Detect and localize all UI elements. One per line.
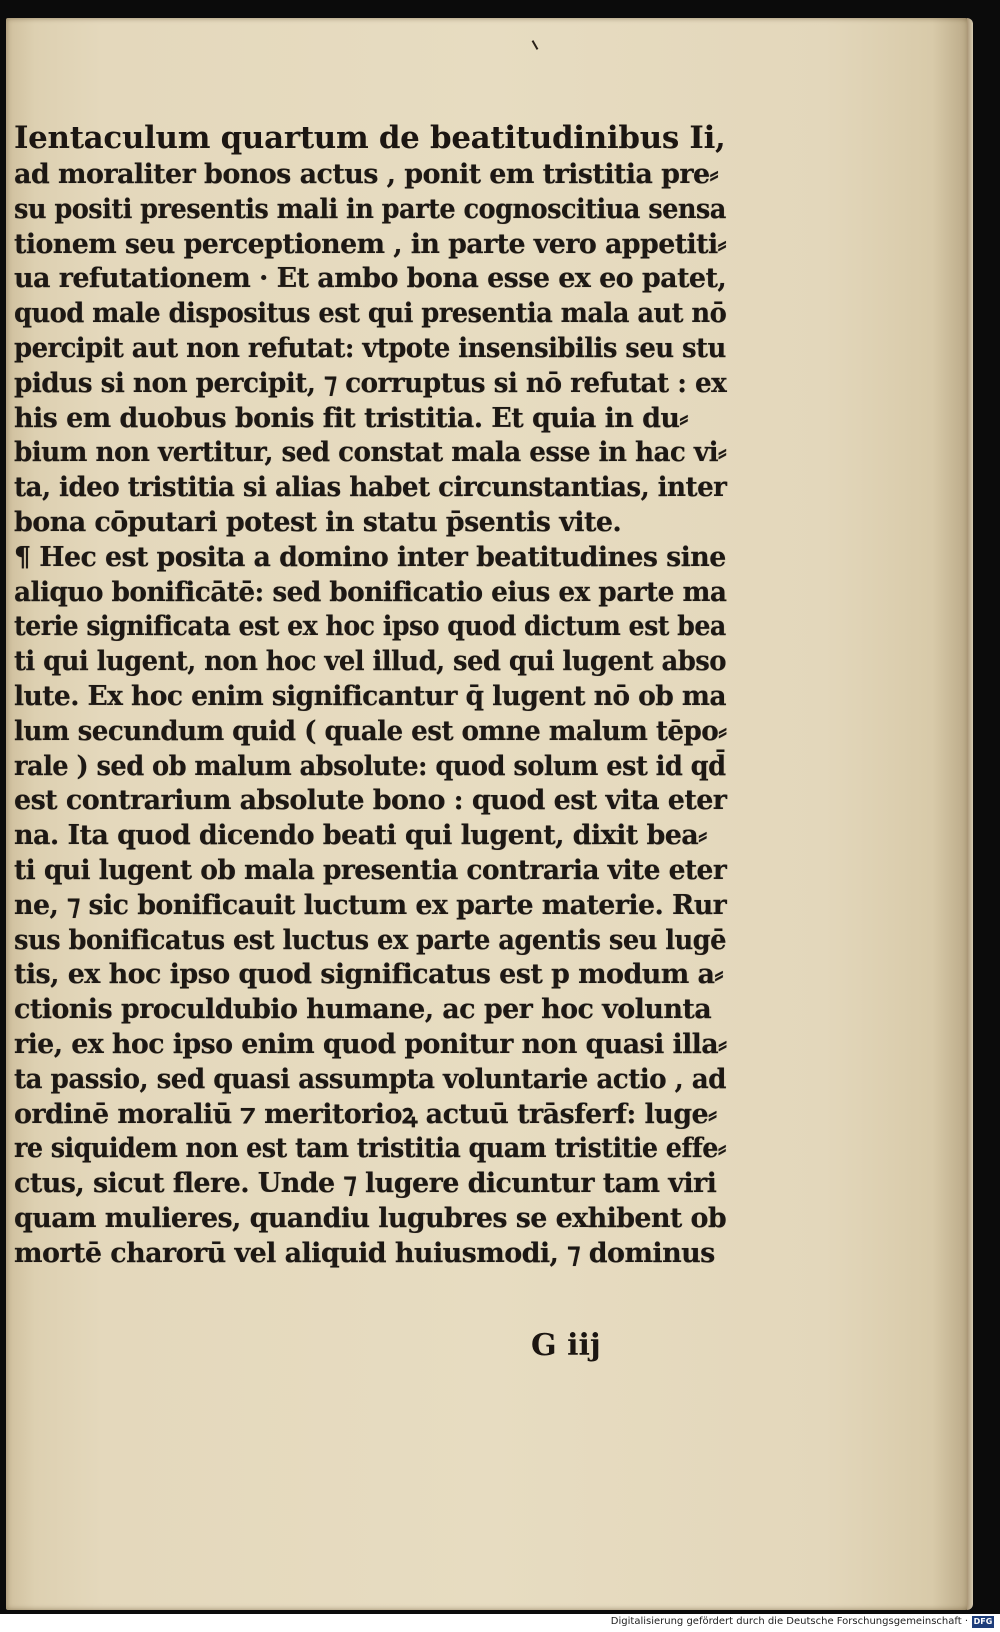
- page-edge: [967, 18, 973, 1610]
- text-line: ti qui lugent ob mala presentia contraria vite eter: [14, 854, 727, 886]
- text-line: terie significata est ex hoc ipso quod dictum est bea: [14, 611, 726, 643]
- footer-bar: [0, 1614, 1000, 1632]
- text-line: ad moraliter bonos actus , ponit em tristitia pre⸗: [14, 159, 718, 190]
- text-line: ctus, sicut flere. Unde ⁊ lugere dicuntur tam viri: [14, 1168, 717, 1200]
- text-line: pidus si non percipit, ⁊ corruptus si nō refutat : ex: [14, 367, 727, 399]
- text-line: bona cōputari potest in statu p̄sentis vite.: [14, 506, 622, 538]
- text-line: bium non vertitur, sed constat mala esse in hac vi⸗: [14, 437, 727, 469]
- footer-credit: Digitalisierung gefördert durch die Deutsche Forschungsgemeinschaft ·: [610, 1616, 968, 1627]
- text-line: ta, ideo tristitia si alias habet circunstantias, inter: [14, 472, 727, 504]
- text-block: [14, 118, 726, 1272]
- text-line: rie, ex hoc ipso enim quod ponitur non quasi illa⸗: [14, 1028, 727, 1060]
- text-line: aliquo bonificātē: sed bonificatio eius ex parte ma: [14, 576, 727, 608]
- text-line: quam mulieres, quandiu lugubres se exhibent ob: [14, 1202, 727, 1234]
- text-line: ordinē moraliū ⁊ meritorioꝝ actuū trāsferf: luge⸗: [14, 1098, 717, 1130]
- dfg-logo: DFG: [973, 1617, 993, 1626]
- text-line: percipit aut non refutat: vtpote insensibilis seu stu: [14, 332, 726, 364]
- text-line: quod male dispositus est qui presentia mala aut nō: [14, 298, 727, 330]
- text-line: ctionis proculdubio humane, ac per hoc volunta: [14, 994, 712, 1026]
- text-line: ne, ⁊ sic bonificauit luctum ex parte materie. Rur: [14, 889, 727, 921]
- text-line: su positi presentis mali in parte cognoscitiua sensa: [14, 193, 726, 225]
- text-line: tionem seu perceptionem , in parte vero appetiti⸗: [14, 228, 726, 260]
- text-line: mortē charorū vel aliquid huiusmodi, ⁊ dominus: [14, 1237, 715, 1269]
- text-line: ¶ Hec est posita a domino inter beatitudines sine: [14, 541, 726, 573]
- text-line: his em duobus bonis fit tristitia. Et quia in du⸗: [14, 402, 688, 434]
- text-line: sus bonificatus est luctus ex parte agentis seu lugē: [14, 924, 726, 956]
- ink-mark: [532, 40, 539, 50]
- text-line: ua refutationem · Et ambo bona esse ex eo patet,: [14, 263, 727, 295]
- text-line: re siquidem non est tam tristitia quam tristitie effe⸗: [14, 1133, 726, 1165]
- text-line: lum secundum quid ( quale est omne malum tēpo⸗: [14, 715, 727, 747]
- running-heading: Ientaculum quartum de beatitudinibus Ii,: [14, 120, 726, 156]
- text-line: ti qui lugent, non hoc vel illud, sed qui lugent abso: [14, 646, 726, 678]
- text-lines: [14, 158, 726, 1272]
- book-page: [6, 18, 971, 1610]
- text-line: ta passio, sed quasi assumpta voluntarie actio , ad: [14, 1063, 726, 1095]
- text-line: rale ) sed ob malum absolute: quod solum est id qd̄: [14, 750, 726, 782]
- text-line: lute. Ex hoc enim significantur q̄ lugent nō ob ma: [14, 680, 727, 712]
- signature-mark: G iij: [531, 1328, 601, 1363]
- text-line: na. Ita quod dicendo beati qui lugent, dixit bea⸗: [14, 820, 707, 852]
- text-line: tis, ex hoc ipso quod significatus est p modum a⸗: [14, 959, 723, 991]
- text-line: est contrarium absolute bono : quod est vita eter: [14, 785, 727, 817]
